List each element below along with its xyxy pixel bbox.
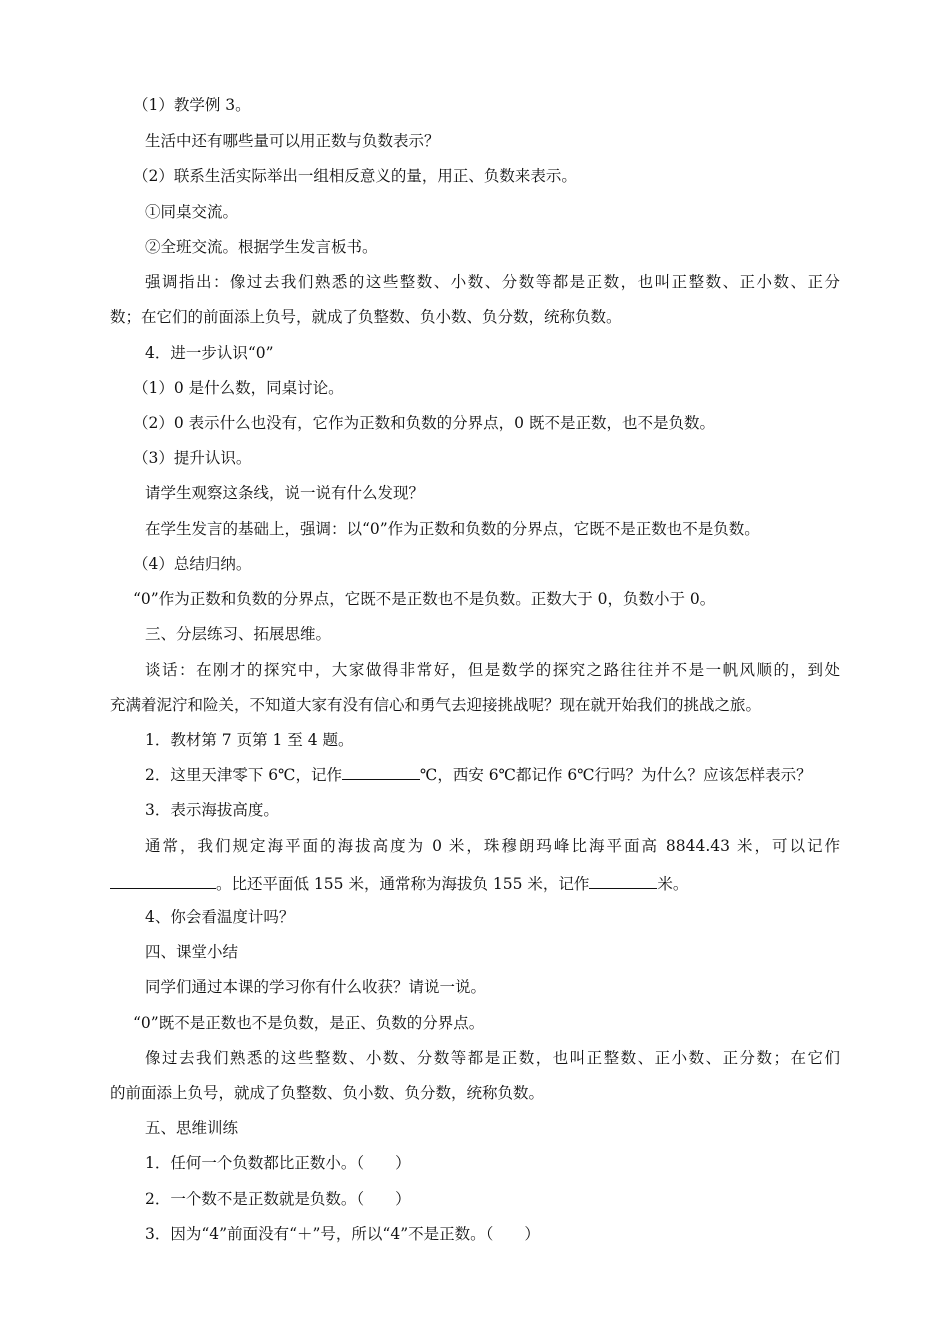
text-line: （2）0 表示什么也没有，它作为正数和负数的分界点，0 既不是正数，也不是负数。 <box>133 414 715 432</box>
exercise-item: 1．任何一个负数都比正数小。（ ） <box>145 1154 411 1172</box>
text-line: 的前面添上负号，就成了负整数、负小数、负分数，统称负数。 <box>110 1084 545 1102</box>
text-line: 强调指出：像过去我们熟悉的这些整数、小数、分数等都是正数，也叫正整数、正小数、正分 <box>145 273 840 291</box>
section-heading: 五、思维训练 <box>145 1119 239 1137</box>
exercise-item: 3．因为“4”前面没有“＋”号，所以“4”不是正数。（ ） <box>145 1225 540 1243</box>
text-line: 生活中还有哪些量可以用正数与负数表示？ <box>145 132 440 150</box>
text-line: （2）联系生活实际举出一组相反意义的量，用正、负数来表示。 <box>133 167 577 185</box>
question-2 <box>145 765 812 785</box>
question-3-part2: 米。 <box>657 875 689 893</box>
answer-blank[interactable] <box>342 765 420 780</box>
question-3-part1: 。比还平面低 155 米，通常称为海拔负 155 米，记作 <box>216 875 590 893</box>
answer-blank[interactable] <box>110 874 216 889</box>
text-line: 像过去我们熟悉的这些整数、小数、分数等都是正数，也叫正整数、正小数、正分数；在它们 <box>145 1049 840 1067</box>
text-line: “0”作为正数和负数的分界点，它既不是正数也不是负数。正数大于 0，负数小于 0。 <box>133 590 716 608</box>
text-line: 谈话：在刚才的探究中，大家做得非常好，但是数学的探究之路往往并不是一帆风顺的，到处 <box>145 661 840 679</box>
text-line: 在学生发言的基础上，强调：以“0”作为正数和负数的分界点，它既不是正数也不是负数。 <box>145 520 760 538</box>
answer-blank[interactable] <box>589 874 657 889</box>
text-line: 通常，我们规定海平面的海拔高度为 0 米，珠穆朗玛峰比海平面高 8844.43 米，可以记作 <box>145 837 840 855</box>
text-line: 1．教材第 7 页第 1 至 4 题。 <box>145 731 354 749</box>
text-line: 4、你会看温度计吗？ <box>145 908 295 926</box>
question-2-part2: ℃，西安 6℃都记作 6℃行吗？为什么？应该怎样表示？ <box>420 766 812 784</box>
section-heading: 4．进一步认识“0” <box>145 344 274 362</box>
text-line: （1）0 是什么数，同桌讨论。 <box>133 379 344 397</box>
exercise-item: 2．一个数不是正数就是负数。（ ） <box>145 1190 411 1208</box>
text-line: 充满着泥泞和险关，不知道大家有没有信心和勇气去迎接挑战呢？现在就开始我们的挑战之旅。 <box>110 696 762 714</box>
text-line: 请学生观察这条线，说一说有什么发现？ <box>145 484 425 502</box>
section-heading: 三、分层练习、拓展思维。 <box>145 625 332 643</box>
text-line: “0”既不是正数也不是负数，是正、负数的分界点。 <box>133 1014 485 1032</box>
text-line: 3．表示海拔高度。 <box>145 801 279 819</box>
section-heading: 四、课堂小结 <box>145 943 239 961</box>
text-line: （3）提升认识。 <box>133 449 252 467</box>
text-line: （4）总结归纳。 <box>133 555 252 573</box>
text-line: （1）教学例 3。 <box>133 96 251 114</box>
question-3-line2 <box>110 874 688 894</box>
text-line: ①同桌交流。 <box>145 203 239 221</box>
question-2-part1: 2．这里天津零下 6℃，记作 <box>145 766 342 784</box>
text-line: 同学们通过本课的学习你有什么收获？请说一说。 <box>145 978 487 996</box>
text-line: ②全班交流。根据学生发言板书。 <box>145 238 378 256</box>
text-line: 数；在它们的前面添上负号，就成了负整数、负小数、负分数，统称负数。 <box>110 308 622 326</box>
